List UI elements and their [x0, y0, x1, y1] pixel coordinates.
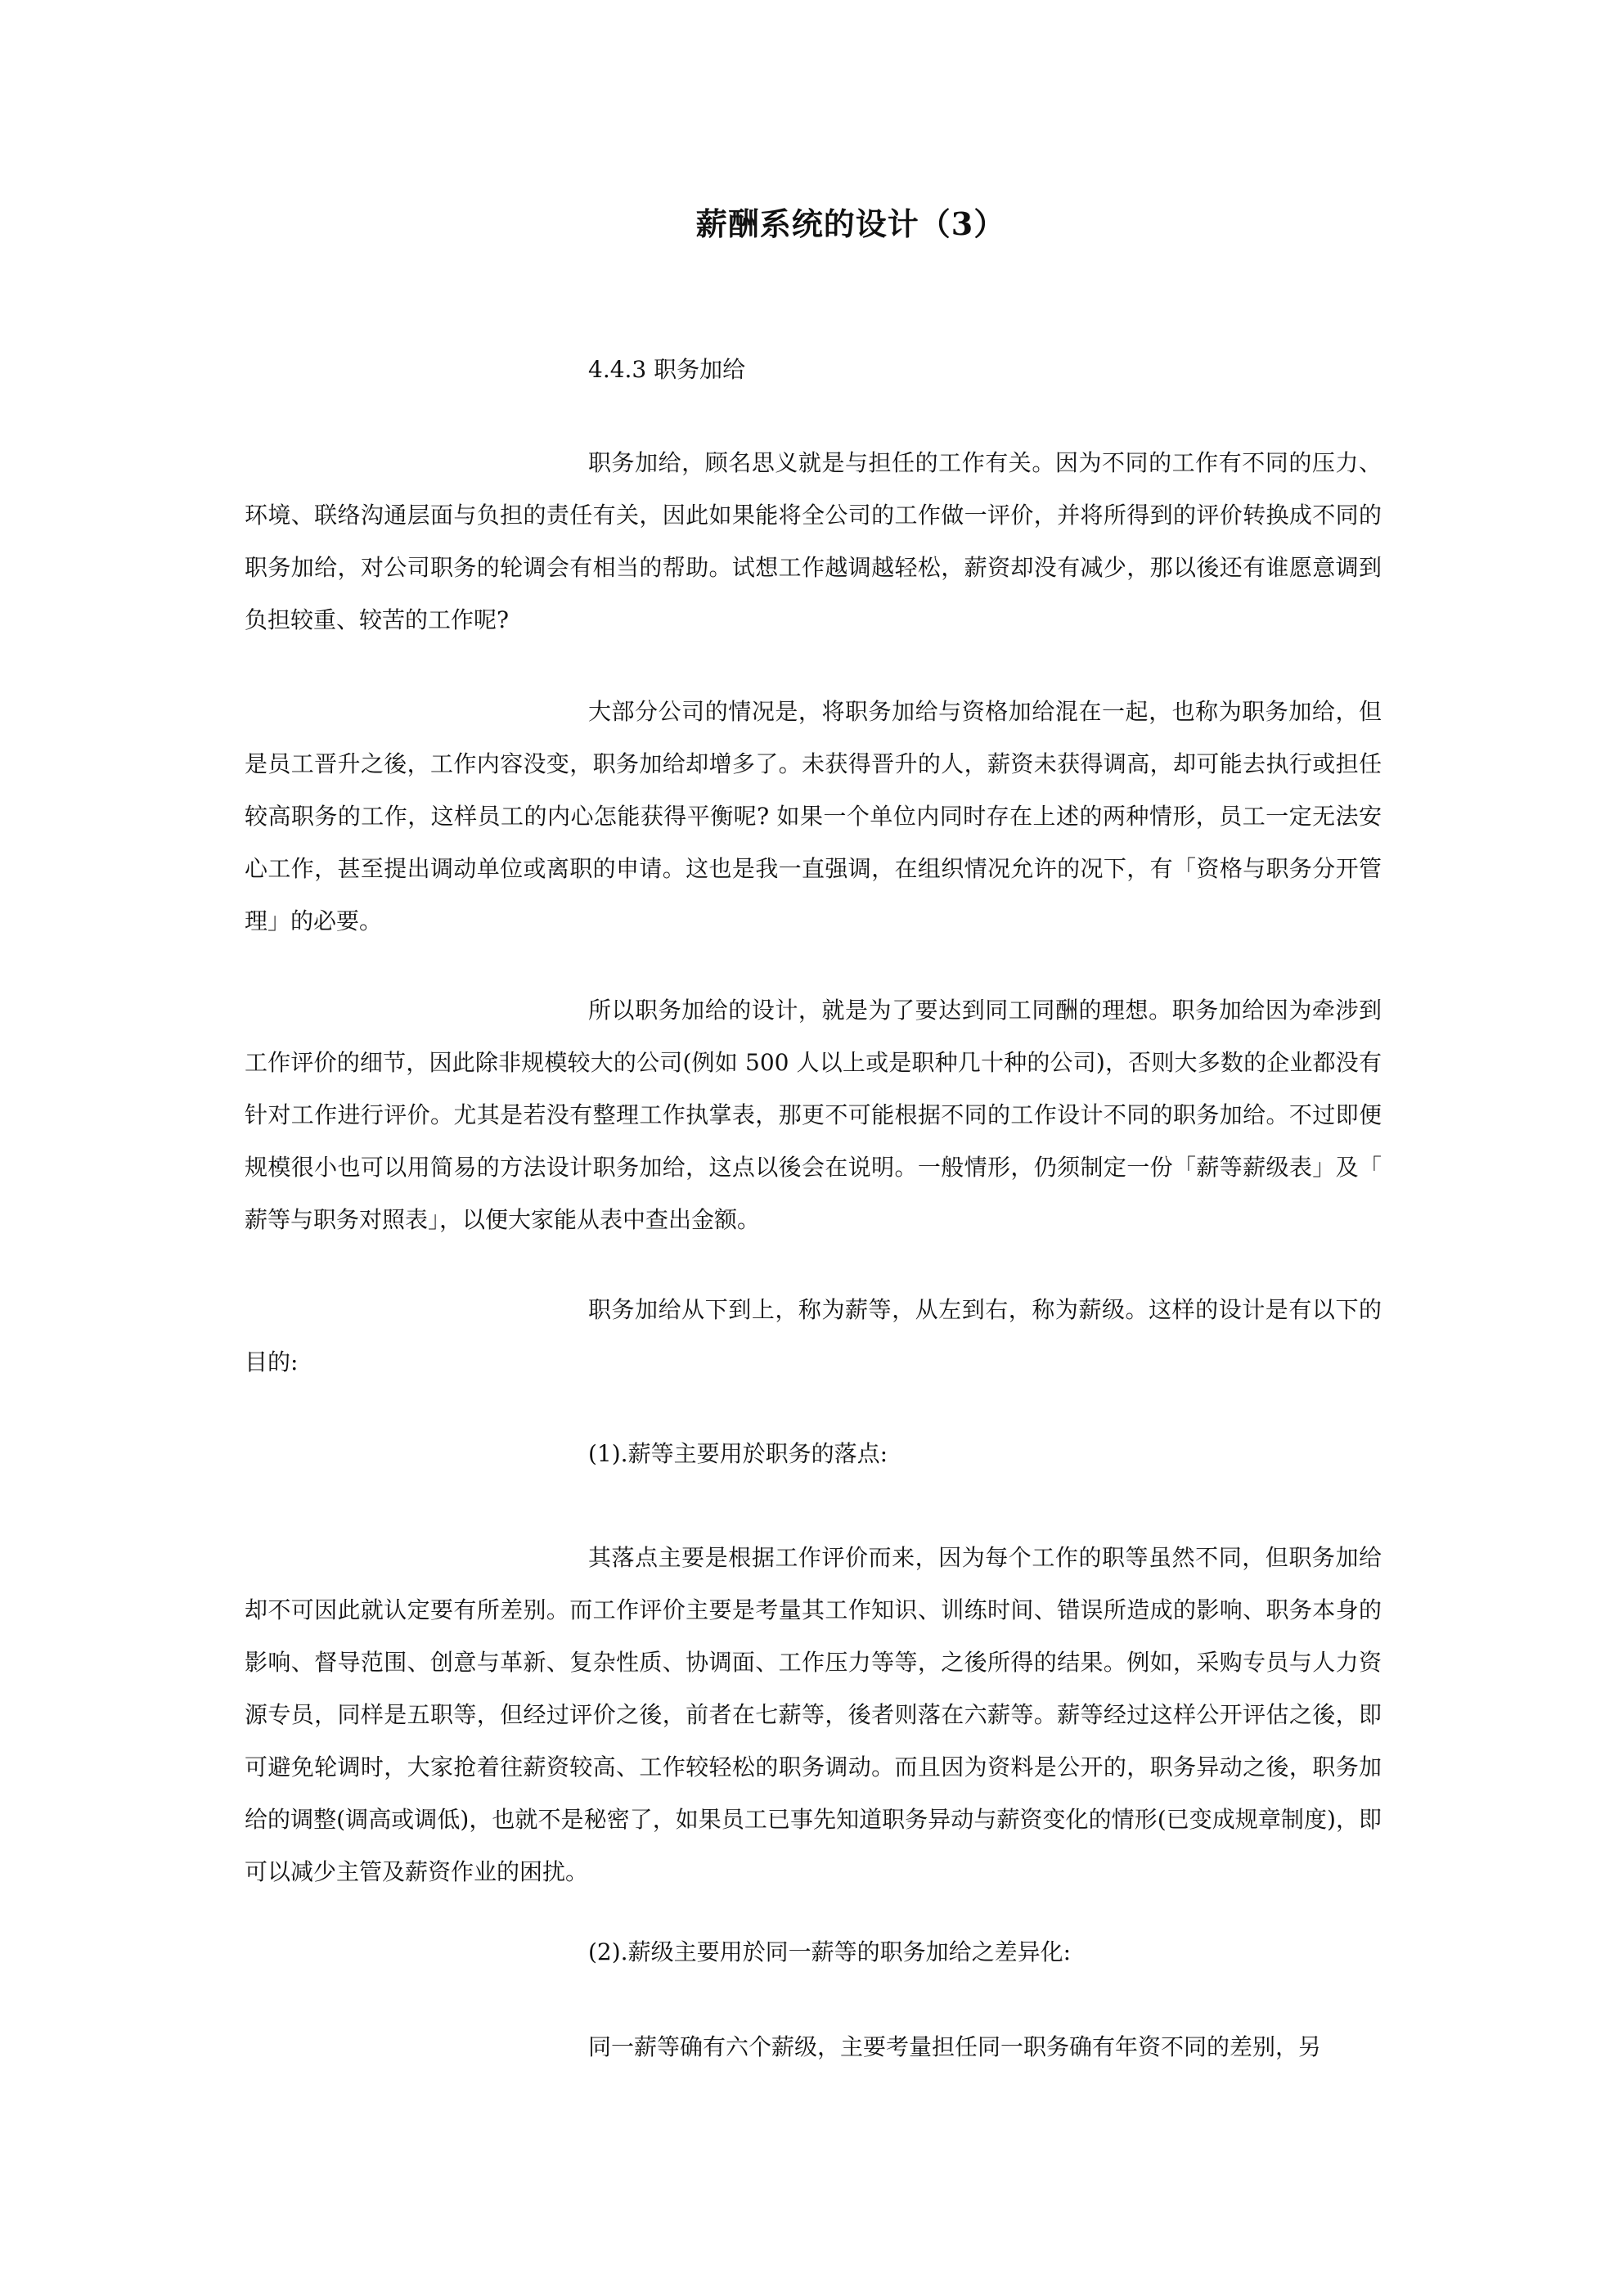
- paragraph-1: [245, 437, 1382, 646]
- paragraph-3: [245, 984, 1382, 1246]
- paragraph-6: [245, 2021, 1382, 2073]
- document-title: 薪酬系统的设计（3）: [695, 205, 1006, 242]
- sub-heading-2: (2).薪级主要用於同一薪等的职务加给之差异化:: [588, 1938, 1071, 1965]
- paragraph-text: 所以职务加给的设计，就是为了要达到同工同酬的理想。职务加给因为牵涉到工作评价的细节，因此除非规模较大的公司(例如 500 人以上或是职种几十种的公司)，否则大多数的企业都没有针对工作进行评价。尤其是若没有整理工作执掌表，那更不可能根据不同的工作设计不同的职务加给。不过即便规模很小也可以用简易的方法设计职务加给，这点以後会在说明。一般情形，仍须制定一份「薪等薪级表」及「 薪等与职务对照表」，以便大家能从表中查出金额。: [245, 997, 1382, 1233]
- paragraph-text: 同一薪等确有六个薪级，主要考量担任同一职务确有年资不同的差别，另: [588, 2033, 1322, 2060]
- paragraph-text: 职务加给从下到上，称为薪等，从左到右，称为薪级。这样的设计是有以下的目的:: [245, 1296, 1382, 1375]
- paragraph-2: [245, 686, 1382, 948]
- section-heading: 4.4.3 职务加给: [588, 356, 746, 383]
- sub-heading-1: (1).薪等主要用於职务的落点:: [588, 1440, 888, 1467]
- paragraph-text: 其落点主要是根据工作评价而来，因为每个工作的职等虽然不同，但职务加给却不可因此就认定要有所差别。而工作评价主要是考量其工作知识、训练时间、错误所造成的影响、职务本身的影响、督导范围、创意与革新、复杂性质、协调面、工作压力等等，之後所得的结果。例如，采购专员与人力资源专员，同样是五职等，但经过评价之後，前者在七薪等，後者则落在六薪等。薪等经过这样公开评估之後，即可避免轮调时，大家抢着往薪资较高、工作较轻松的职务调动。而且因为资料是公开的，职务异动之後，职务加给的调整(调高或调低)，也就不是秘密了，如果员工已事先知道职务异动与薪资变化的情形(已变成规章制度)，即可以减少主管及薪资作业的困扰。: [245, 1544, 1382, 1885]
- paragraph-text: 大部分公司的情况是，将职务加给与资格加给混在一起，也称为职务加给，但是员工晋升之後，工作内容没变，职务加给却增多了。未获得晋升的人，薪资未获得调高，却可能去执行或担任较高职务的工作，这样员工的内心怎能获得平衡呢? 如果一个单位内同时存在上述的两种情形，员工一定无法安心工作，甚至提出调动单位或离职的申请。这也是我一直强调，在组织情况允许的况下，有「资格与职务分开管理」的必要。: [245, 698, 1382, 934]
- paragraph-5: [245, 1532, 1382, 1898]
- paragraph-text: 职务加给，顾名思义就是与担任的工作有关。因为不同的工作有不同的压力、环境、联络沟通层面与负担的责任有关，因此如果能将全公司的工作做一评价，并将所得到的评价转换成不同的职务加给，对公司职务的轮调会有相当的帮助。试想工作越调越轻松，薪资却没有减少，那以後还有谁愿意调到负担较重、较苦的工作呢?: [245, 449, 1382, 633]
- paragraph-4: [245, 1284, 1382, 1389]
